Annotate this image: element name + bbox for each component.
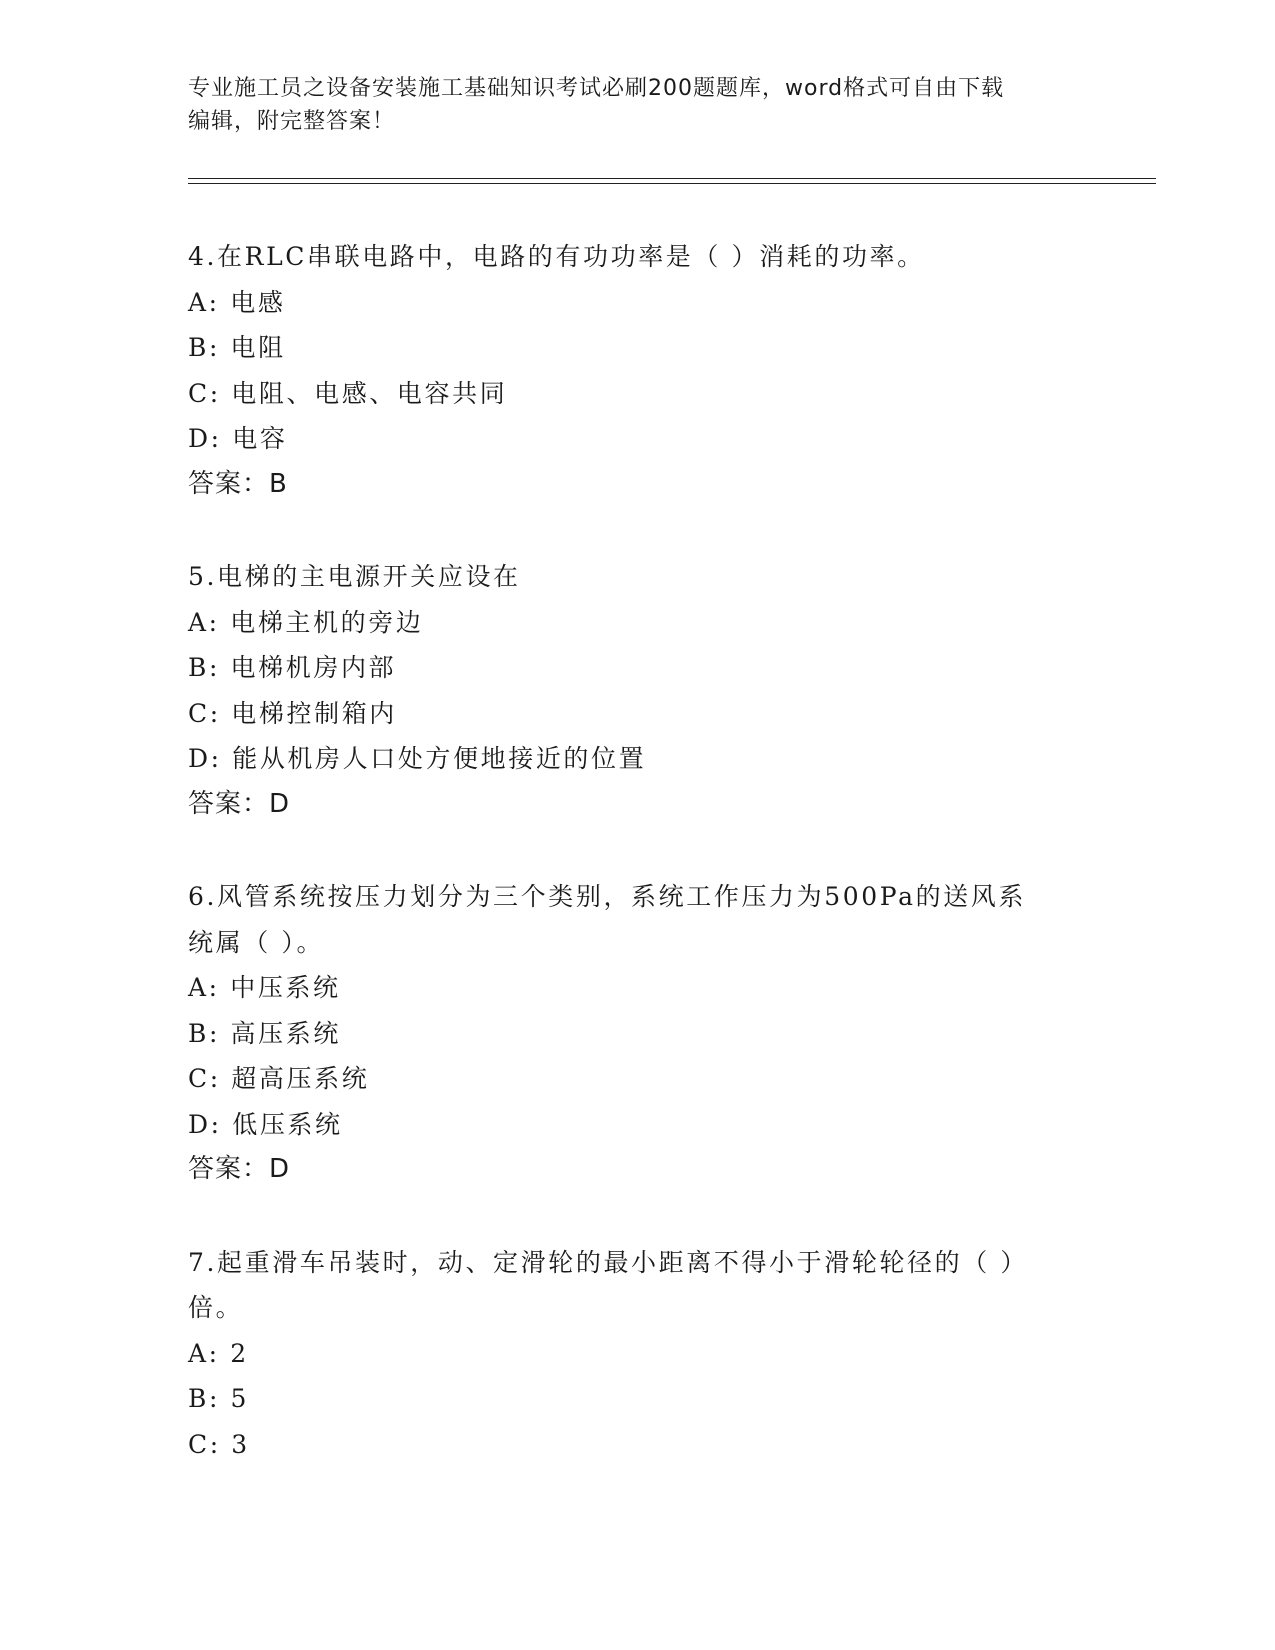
option-c: C: 电阻、电感、电容共同 xyxy=(188,378,508,408)
question-stem-line-2: 倍。 xyxy=(188,1293,244,1322)
option-b: B: 电阻 xyxy=(188,333,286,362)
question-list xyxy=(188,234,1088,1514)
option-b: B: 5 xyxy=(188,1384,250,1413)
option-a: A: 2 xyxy=(188,1338,249,1368)
question-4 xyxy=(188,234,1088,507)
header-divider-bottom xyxy=(188,183,1156,184)
option-c: C: 电梯控制箱内 xyxy=(188,698,397,728)
option-d: D: 低压系统 xyxy=(188,1109,343,1139)
question-5 xyxy=(188,554,1088,827)
answer: 答案：D xyxy=(188,788,291,819)
question-stem-line-1: 7.起重滑车吊装时，动、定滑轮的最小距离不得小于滑轮轮径的（ ） xyxy=(188,1247,1029,1277)
option-d: D: 能从机房人口处方便地接近的位置 xyxy=(188,744,647,773)
question-stem-line-2: 统属（ ）。 xyxy=(188,927,325,957)
question-7 xyxy=(188,1240,1088,1468)
option-a: A: 电梯主机的旁边 xyxy=(188,607,424,637)
question-stem-line-1: 6.风管系统按压力划分为三个类别，系统工作压力为500Pa的送风系 xyxy=(188,882,1026,911)
header-divider-top xyxy=(188,178,1156,179)
answer: 答案：B xyxy=(188,468,288,499)
option-b: B: 电梯机房内部 xyxy=(188,653,397,682)
option-c: C: 3 xyxy=(188,1429,250,1459)
header-line-1: 专业施工员之设备安装施工基础知识考试必刷200题题库，word格式可自由下载 xyxy=(188,76,1005,101)
question-stem: 4.在RLC串联电路中，电路的有功功率是（ ）消耗的功率。 xyxy=(188,242,925,271)
option-b: B: 高压系统 xyxy=(188,1018,341,1048)
document-header xyxy=(188,72,1088,138)
answer: 答案：D xyxy=(188,1154,291,1184)
option-a: A: 电感 xyxy=(188,287,286,317)
option-a: A: 中压系统 xyxy=(188,973,341,1002)
question-stem: 5.电梯的主电源开关应设在 xyxy=(188,562,521,591)
header-line-2: 编辑，附完整答案！ xyxy=(188,109,396,134)
question-6 xyxy=(188,874,1088,1193)
option-c: C: 超高压系统 xyxy=(188,1064,370,1093)
option-d: D: 电容 xyxy=(188,424,288,453)
